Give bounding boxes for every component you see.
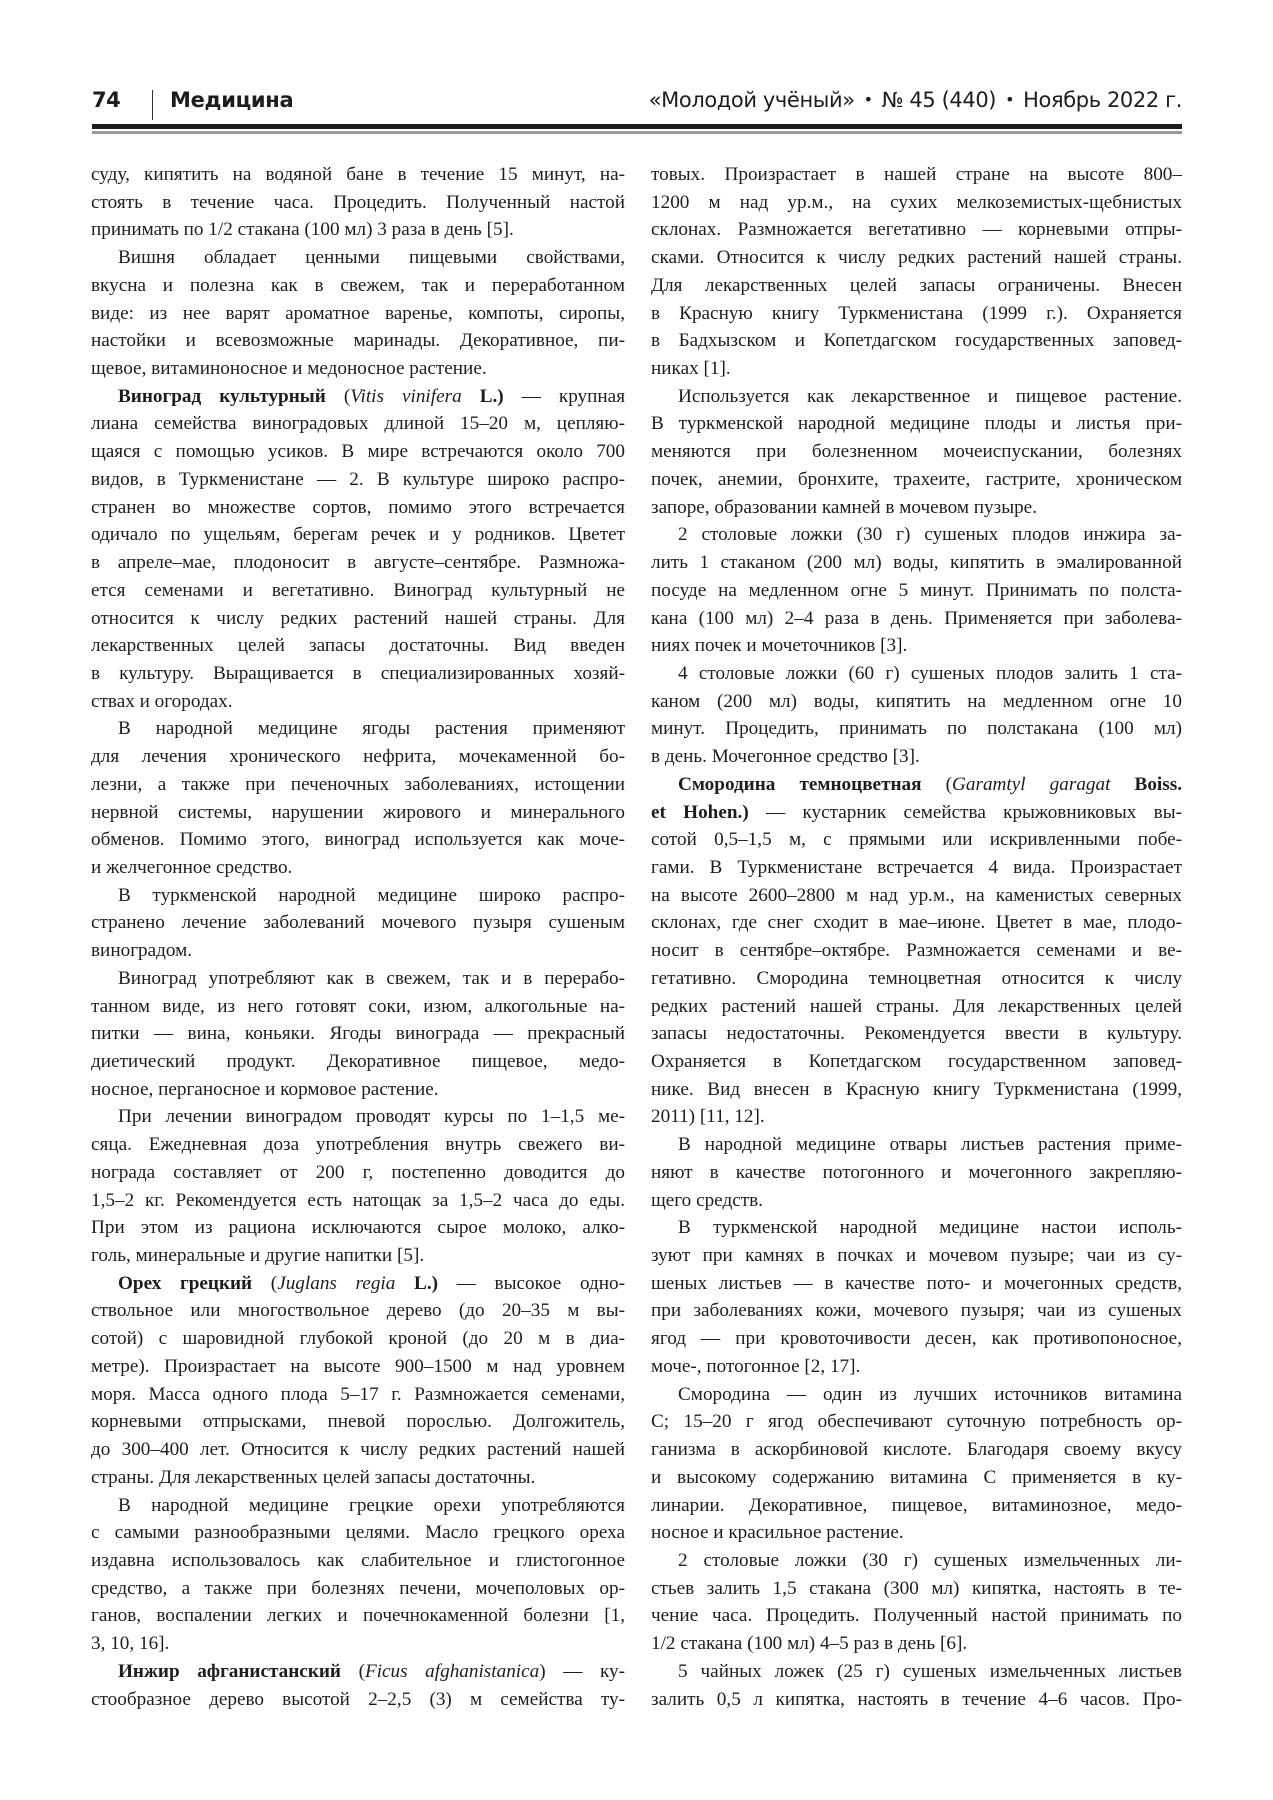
text-line: вкусна и полезна как в свежем, так и переработанном bbox=[91, 274, 625, 296]
text-line: корневыми отпрысками, пневой порослью. Долгожитель, bbox=[91, 1411, 625, 1433]
text-line: 1/2 стакана (100 мл) 4–5 раз в день [6]. bbox=[651, 1633, 968, 1655]
text-line: щего средств. bbox=[651, 1189, 763, 1211]
text-line: сотой 0,5–1,5 м, с прямыми или искривленными побе- bbox=[651, 829, 1182, 851]
section-title: Медицина bbox=[170, 88, 294, 112]
text-line: обменов. Помимо этого, виноград используется как моче- bbox=[91, 829, 625, 851]
text-line: щевое, витаминоносное и медоносное растение. bbox=[91, 358, 487, 380]
latin-name: Garamtyl garagat bbox=[952, 773, 1111, 795]
text-line: ствах и огородах. bbox=[91, 690, 233, 712]
latin-name: Vitis vinifera bbox=[350, 385, 462, 407]
latin-name: Juglans regia bbox=[277, 1272, 396, 1294]
bold-term: Инжир афганистанский bbox=[118, 1660, 341, 1682]
text-line: стоять в течение часа. Процедить. Полученный настой bbox=[91, 191, 625, 213]
text-line: зуют при камнях в почках и мочевом пузыре; чаи из су- bbox=[651, 1245, 1182, 1267]
text-line: В туркменской народной медицине плоды и листья при- bbox=[651, 413, 1182, 435]
text-line: товых. Произрастает в нашей стране на высоте 800– bbox=[651, 164, 1182, 185]
issue-number: № 45 (440) bbox=[881, 88, 997, 112]
text-line: в апреле–мае, плодоносит в августе–сентябре. Размножа- bbox=[91, 552, 625, 574]
text-run: — кустарник семейства крыжовниковых вы- bbox=[748, 801, 1182, 823]
text-line: носное и красильное растение. bbox=[651, 1522, 904, 1544]
text-line: относится к числу редких растений нашей страны. Для bbox=[91, 607, 625, 629]
text-line: Для лекарственных целей запасы ограничены. Внесен bbox=[651, 274, 1182, 296]
text-line: средство, а также при болезнях печени, мочеполовых ор- bbox=[91, 1577, 625, 1599]
journal-title: «Молодой учёный» bbox=[648, 88, 855, 112]
text-line bbox=[651, 771, 1182, 799]
text-line: меняются при болезненном мочеиспускании, болезнях bbox=[651, 441, 1182, 463]
text-line bbox=[651, 799, 1182, 827]
text-line: запасы недостаточны. Рекомендуется ввести в культуру. bbox=[651, 1023, 1182, 1045]
bold-term: Boiss. bbox=[1134, 773, 1182, 795]
text-line: ется семенами и вегетативно. Виноград культурный не bbox=[91, 579, 625, 601]
text-line: диетический продукт. Декоративное пищевое, медо- bbox=[91, 1051, 625, 1072]
text-line: редких растений нашей страны. Для лекарственных целей bbox=[651, 995, 1182, 1017]
text-line: линарии. Декоративное, пищевое, витаминозное, медо- bbox=[651, 1494, 1182, 1516]
text-line: стьев залить 1,5 стакана (300 мл) кипятка, настоять в те- bbox=[651, 1577, 1182, 1599]
text-line: и желчегонное средство. bbox=[91, 856, 293, 878]
text-line: Виноград употребляют как в свежем, так и в перерабо- bbox=[118, 967, 625, 989]
text-line: ствольное или многоствольное дерево (до 20–35 м вы- bbox=[91, 1300, 625, 1322]
text-line: гами. В Туркменистане встречается 4 вида. Произрастает bbox=[651, 856, 1182, 878]
text-line: 5 чайных ложек (25 г) сушеных измельченных листьев bbox=[678, 1660, 1182, 1682]
text-line: сками. Относится к числу редких растений нашей страны. bbox=[651, 247, 1182, 269]
text-line: странено лечение заболеваний мочевого пузыря сушеным bbox=[91, 912, 625, 934]
text-line: голь, минеральные и другие напитки [5]. bbox=[91, 1245, 425, 1267]
latin-name: Ficus afghanistanica bbox=[364, 1660, 540, 1682]
bold-term: Виноград культурный bbox=[118, 385, 326, 407]
text-line: настойки и всевозможные маринады. Декоративное, пи- bbox=[91, 330, 625, 352]
text-line: нервной системы, нарушении жирового и минерального bbox=[91, 801, 625, 823]
text-line: гетативно. Смородина темноцветная относится к числу bbox=[651, 967, 1182, 989]
text-line: 1200 м над ур.м., на сухих мелкоземистых-щебнистых bbox=[651, 191, 1182, 213]
text-run bbox=[1110, 774, 1134, 795]
text-line: в Бадхызском и Копетдагском государственных заповед- bbox=[651, 330, 1182, 352]
bold-term: Орех грецкий bbox=[118, 1272, 253, 1294]
text-line: Охраняется в Копетдагском государственном заповед- bbox=[651, 1051, 1182, 1072]
text-run: ( bbox=[921, 773, 953, 795]
text-run: — крупная bbox=[503, 385, 626, 407]
text-run bbox=[395, 1273, 414, 1294]
text-line: Вишня обладает ценными пищевыми свойствами, bbox=[118, 247, 625, 269]
text-line: суду, кипятить на водяной бане в течение 15 минут, на- bbox=[91, 164, 625, 185]
header-divider bbox=[152, 90, 153, 120]
text-line: танном виде, из него готовят соки, изюм, алкогольные на- bbox=[91, 995, 625, 1017]
text-line: лить 1 стаканом (200 мл) воды, кипятить в эмалированной bbox=[651, 552, 1182, 574]
text-line: кана (100 мл) 2–4 раза в день. Применяется при заболева- bbox=[651, 607, 1182, 629]
bold-term: L.) bbox=[479, 385, 504, 407]
text-line: ганов, воспалении легких и почечнокаменной болезни [1, bbox=[91, 1605, 625, 1627]
text-line: и высокому содержанию витамина С применяется в ку- bbox=[651, 1466, 1182, 1488]
text-line: посуде на медленном огне 5 минут. Принимать по полста- bbox=[651, 579, 1182, 601]
text-line: страны. Для лекарственных целей запасы достаточны. bbox=[91, 1466, 536, 1488]
text-line: каном (200 мл) воды, кипятить на медленном огне 10 bbox=[651, 690, 1182, 712]
text-line: при заболеваниях кожи, мочевого пузыря; чаи из сушеных bbox=[651, 1300, 1182, 1322]
text-line: на высоте 2600–2800 м над ур.м., на каменистых северных bbox=[651, 884, 1182, 906]
text-line: запоре, образовании камней в мочевом пузыре. bbox=[651, 496, 1037, 518]
text-run bbox=[462, 386, 480, 407]
text-line: носное, перганосное и кормовое растение. bbox=[91, 1078, 439, 1100]
text-line: ниях почек и мочеточников [3]. bbox=[651, 635, 908, 657]
text-line: 2 столовые ложки (30 г) сушеных измельченных ли- bbox=[678, 1549, 1182, 1571]
text-line: лезни, а также при печеночных заболеваниях, истощении bbox=[91, 773, 625, 795]
text-line: нограда составляет от 200 г, постепенно доводится до bbox=[91, 1161, 625, 1183]
text-line: 4 столовые ложки (60 г) сушеных плодов залить 1 ста- bbox=[678, 662, 1182, 684]
text-run: — высокое одно- bbox=[438, 1272, 626, 1294]
text-line: в Красную книгу Туркменистана (1999 г.). Охраняется bbox=[651, 302, 1182, 324]
text-line: При этом из рациона исключаются сырое молоко, алко- bbox=[91, 1217, 625, 1239]
text-line: ягод — при кровоточивости десен, как противопоносное, bbox=[651, 1328, 1182, 1350]
text-run: ( bbox=[341, 1660, 365, 1682]
text-line bbox=[91, 1658, 625, 1686]
text-line bbox=[91, 383, 625, 411]
text-line: щаяся с помощью усиков. В мире встречаются около 700 bbox=[91, 441, 625, 463]
text-line: В туркменской народной медицине настои исполь- bbox=[678, 1217, 1182, 1239]
text-line: При лечении виноградом проводят курсы по 1–1,5 ме- bbox=[118, 1106, 625, 1128]
text-line: В народной медицине грецкие орехи употребляются bbox=[118, 1494, 625, 1516]
text-line: виноградом. bbox=[91, 940, 193, 962]
header-rule-thin bbox=[92, 131, 1182, 134]
running-header bbox=[92, 86, 1182, 122]
text-line: минут. Процедить, принимать по полстакана (100 мл) bbox=[651, 718, 1182, 740]
text-run: ( bbox=[252, 1272, 278, 1294]
page-number: 74 bbox=[92, 88, 121, 112]
text-line: одичало по ущельям, берегам речек и у родников. Цветет bbox=[91, 524, 625, 546]
text-line: почек, анемии, бронхите, трахеите, гастрите, хроническом bbox=[651, 468, 1182, 490]
text-line: видов, в Туркменистане — 2. В культуре широко распро- bbox=[91, 468, 625, 490]
text-line bbox=[91, 1270, 625, 1298]
text-line: 2 столовые ложки (30 г) сушеных плодов инжира за- bbox=[678, 524, 1182, 546]
issue-date: Ноябрь 2022 г. bbox=[1023, 88, 1182, 112]
text-line: залить 0,5 л кипятка, настоять в течение 4–6 часов. Про- bbox=[651, 1688, 1182, 1710]
text-line: с самыми разнообразными целями. Масло грецкого ореха bbox=[91, 1522, 625, 1544]
text-run: ( bbox=[325, 385, 351, 407]
text-run: ) — ку- bbox=[539, 1660, 625, 1682]
text-line: для лечения хронического нефрита, мочекаменной бо- bbox=[91, 746, 625, 768]
text-line: носит в сентябре–октябре. Размножается семенами и ве- bbox=[651, 940, 1182, 962]
journal-info bbox=[649, 88, 1182, 112]
text-line: моря. Масса одного плода 5–17 г. Размножается семенами, bbox=[91, 1383, 625, 1405]
text-line: В народной медицине ягоды растения применяют bbox=[118, 718, 625, 740]
text-line: издавна использовалось как слабительное и глистогонное bbox=[91, 1549, 625, 1571]
text-line: стообразное дерево высотой 2–2,5 (3) м семейства ту- bbox=[91, 1688, 625, 1710]
bold-term: Смородина темноцветная bbox=[678, 773, 922, 795]
bold-term: L.) bbox=[414, 1272, 438, 1294]
bold-term: et Hohen.) bbox=[651, 801, 749, 823]
text-line: В народной медицине отвары листьев растения приме- bbox=[678, 1134, 1182, 1156]
text-line: метре). Произрастает на высоте 900–1500 м над уровнем bbox=[91, 1355, 625, 1377]
text-line: в культуру. Выращивается в специализированных хозяй- bbox=[91, 662, 625, 684]
bullet-separator: • bbox=[863, 90, 873, 109]
text-line: В туркменской народной медицине широко распро- bbox=[118, 884, 625, 906]
text-line: 3, 10, 16]. bbox=[91, 1633, 170, 1655]
text-line: С; 15–20 г ягод обеспечивают суточную потребность ор- bbox=[651, 1411, 1182, 1433]
text-line: сяца. Ежедневная доза употребления внутрь свежего ви- bbox=[91, 1134, 625, 1156]
text-line: нике. Вид внесен в Красную книгу Туркменистана (1999, bbox=[651, 1078, 1182, 1100]
text-line: 1,5–2 кг. Рекомендуется есть натощак за 1,5–2 часа до еды. bbox=[91, 1189, 625, 1211]
text-line: в день. Мочегонное средство [3]. bbox=[651, 746, 920, 768]
text-line: моче-, потогонное [2, 17]. bbox=[651, 1355, 861, 1377]
text-line: до 300–400 лет. Относится к числу редких растений нашей bbox=[91, 1439, 625, 1461]
text-line: няют в качестве потогонного и мочегонного закрепляю- bbox=[651, 1161, 1182, 1183]
text-line: шеных листьев — в качестве пото- и мочегонных средств, bbox=[651, 1272, 1182, 1294]
text-line: 2011) [11, 12]. bbox=[651, 1106, 765, 1128]
text-line: Смородина — один из лучших источников витамина bbox=[678, 1383, 1182, 1405]
text-line: ганизма в аскорбиновой кислоте. Благодаря своему вкусу bbox=[651, 1439, 1182, 1461]
left-column bbox=[91, 161, 625, 1713]
text-line: никах [1]. bbox=[651, 358, 731, 380]
header-rule-thick bbox=[92, 124, 1182, 129]
text-line: питки — вина, коньяки. Ягоды винограда — прекрасный bbox=[91, 1023, 625, 1045]
right-column bbox=[651, 161, 1182, 1713]
text-line: склонах, где снег сходит в мае–июне. Цветет в мае, плодо- bbox=[651, 912, 1182, 934]
text-line: лиана семейства виноградовых длиной 15–20 м, цепляю- bbox=[91, 413, 625, 435]
text-line: лекарственных целей запасы достаточны. Вид введен bbox=[91, 635, 625, 657]
text-line: сотой) с шаровидной глубокой кроной (до 20 м в диа- bbox=[91, 1328, 625, 1350]
text-line: странен во множестве сортов, помимо этого встречается bbox=[91, 496, 625, 518]
bullet-separator: • bbox=[1005, 90, 1015, 109]
text-line: склонах. Размножается вегетативно — корневыми отпры- bbox=[651, 219, 1182, 241]
text-line: Используется как лекарственное и пищевое растение. bbox=[678, 385, 1182, 407]
text-line: принимать по 1/2 стакана (100 мл) 3 раза в день [5]. bbox=[91, 219, 514, 241]
text-line: виде: из нее варят ароматное варенье, компоты, сиропы, bbox=[91, 302, 625, 324]
text-line: чение часа. Процедить. Полученный настой принимать по bbox=[651, 1605, 1182, 1627]
